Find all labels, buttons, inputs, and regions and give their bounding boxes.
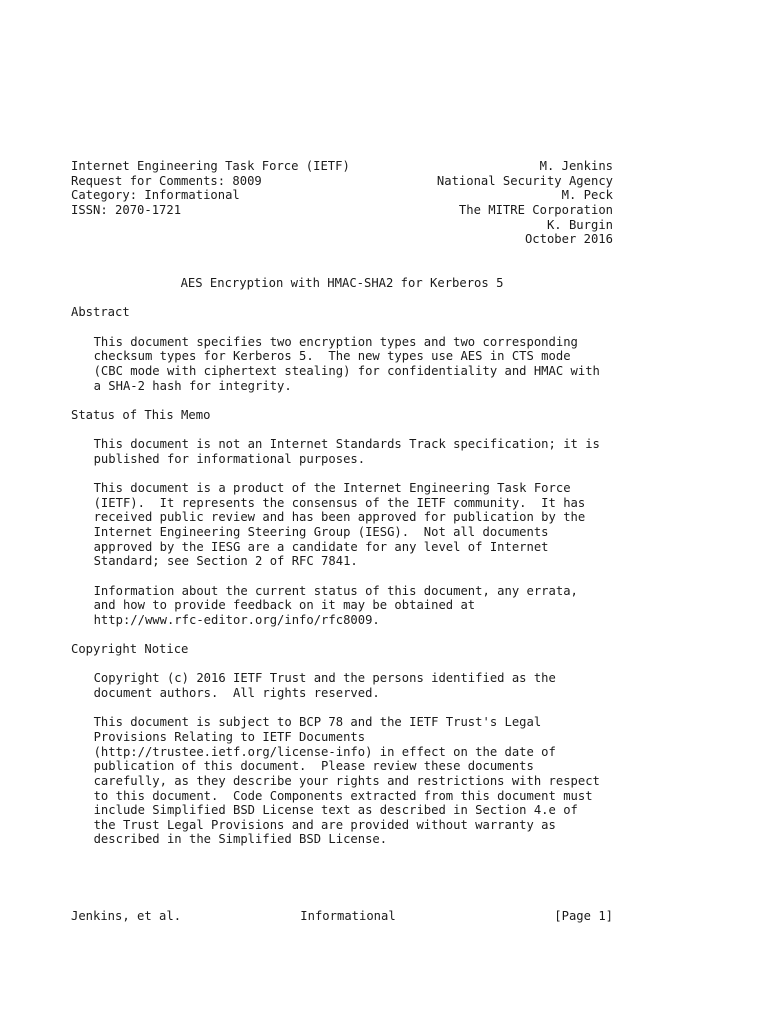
header-right-line: October 2016 [524, 232, 613, 247]
rfc-page [71, 159, 613, 847]
footer-page-number: [Page 1] [554, 909, 613, 923]
header-row [71, 174, 613, 189]
header-right-line: National Security Agency [436, 173, 613, 188]
header-left-line: Category: Informational [71, 188, 240, 203]
text-line: a SHA-2 hash for integrity. [93, 378, 292, 393]
header-right-line: K. Burgin [546, 217, 613, 232]
header-block [71, 159, 613, 247]
header-row [71, 159, 613, 174]
text-line: This document specifies two encryption types and two corresponding [93, 334, 578, 349]
section-heading-copyright: Copyright Notice [71, 642, 189, 657]
text-line: checksum types for Kerberos 5. The new types use AES in CTS mode [93, 349, 571, 364]
text-line: published for informational purposes. [93, 451, 366, 466]
document-title: AES Encryption with HMAC-SHA2 for Kerberos 5 [180, 276, 504, 291]
header-row [71, 188, 613, 203]
text-line: approved by the IESG are a candidate for any level of Internet [93, 539, 549, 554]
text-line: described in the Simplified BSD License. [93, 832, 388, 847]
text-line: to this document. Code Components extracted from this document must [93, 788, 593, 803]
copyright-paragraph [71, 671, 613, 700]
text-line: Copyright (c) 2016 IETF Trust and the persons identified as the [93, 671, 556, 686]
text-line: Information about the current status of this document, any errata, [93, 583, 578, 598]
text-line: include Simplified BSD License text as described in Section 4.e of [93, 803, 578, 818]
text-line: http://www.rfc-editor.org/info/rfc8009. [93, 612, 380, 627]
header-left-line: Internet Engineering Task Force (IETF) [71, 159, 350, 173]
abstract-paragraph [71, 335, 613, 394]
text-line: carefully, as they describe your rights and restrictions with respect [93, 773, 600, 788]
text-line: This document is subject to BCP 78 and the IETF Trust's Legal [93, 715, 542, 730]
header-left-line: Request for Comments: 8009 [71, 173, 262, 188]
text-line: document authors. All rights reserved. [93, 686, 380, 701]
text-line: (IETF). It represents the consensus of the IETF community. It has [93, 495, 586, 510]
header-right-line: The MITRE Corporation [458, 202, 613, 217]
status-paragraph [71, 584, 613, 628]
page-footer [71, 909, 613, 924]
status-paragraph [71, 437, 613, 466]
status-paragraph [71, 481, 613, 569]
header-row [71, 232, 613, 247]
header-right-line: M. Peck [561, 188, 613, 203]
text-line: received public review and has been approved for publication by the [93, 510, 586, 525]
footer-authors: Jenkins, et al. [71, 909, 182, 923]
section-heading-status: Status of This Memo [71, 407, 211, 422]
copyright-paragraph [71, 715, 613, 847]
header-left-line: ISSN: 2070-1721 [71, 202, 182, 217]
text-line: This document is not an Internet Standards Track specification; it is [93, 437, 600, 452]
header-row [71, 218, 613, 233]
text-line: Standard; see Section 2 of RFC 7841. [93, 554, 358, 569]
text-line: (http://trustee.ietf.org/license-info) in effect on the date of [93, 744, 556, 759]
text-line: This document is a product of the Internet Engineering Task Force [93, 481, 571, 496]
footer-category: Informational [300, 909, 396, 923]
text-line: (CBC mode with ciphertext stealing) for confidentiality and HMAC with [93, 363, 600, 378]
text-line: and how to provide feedback on it may be obtained at [93, 598, 476, 613]
text-line: Internet Engineering Steering Group (IESG). Not all documents [93, 525, 549, 540]
text-line: publication of this document. Please review these documents [93, 759, 534, 774]
header-right-line: M. Jenkins [539, 159, 613, 173]
header-row [71, 203, 613, 218]
text-line: the Trust Legal Provisions and are provided without warranty as [93, 817, 556, 832]
section-heading-abstract: Abstract [71, 305, 130, 320]
text-line: Provisions Relating to IETF Documents [93, 729, 366, 744]
